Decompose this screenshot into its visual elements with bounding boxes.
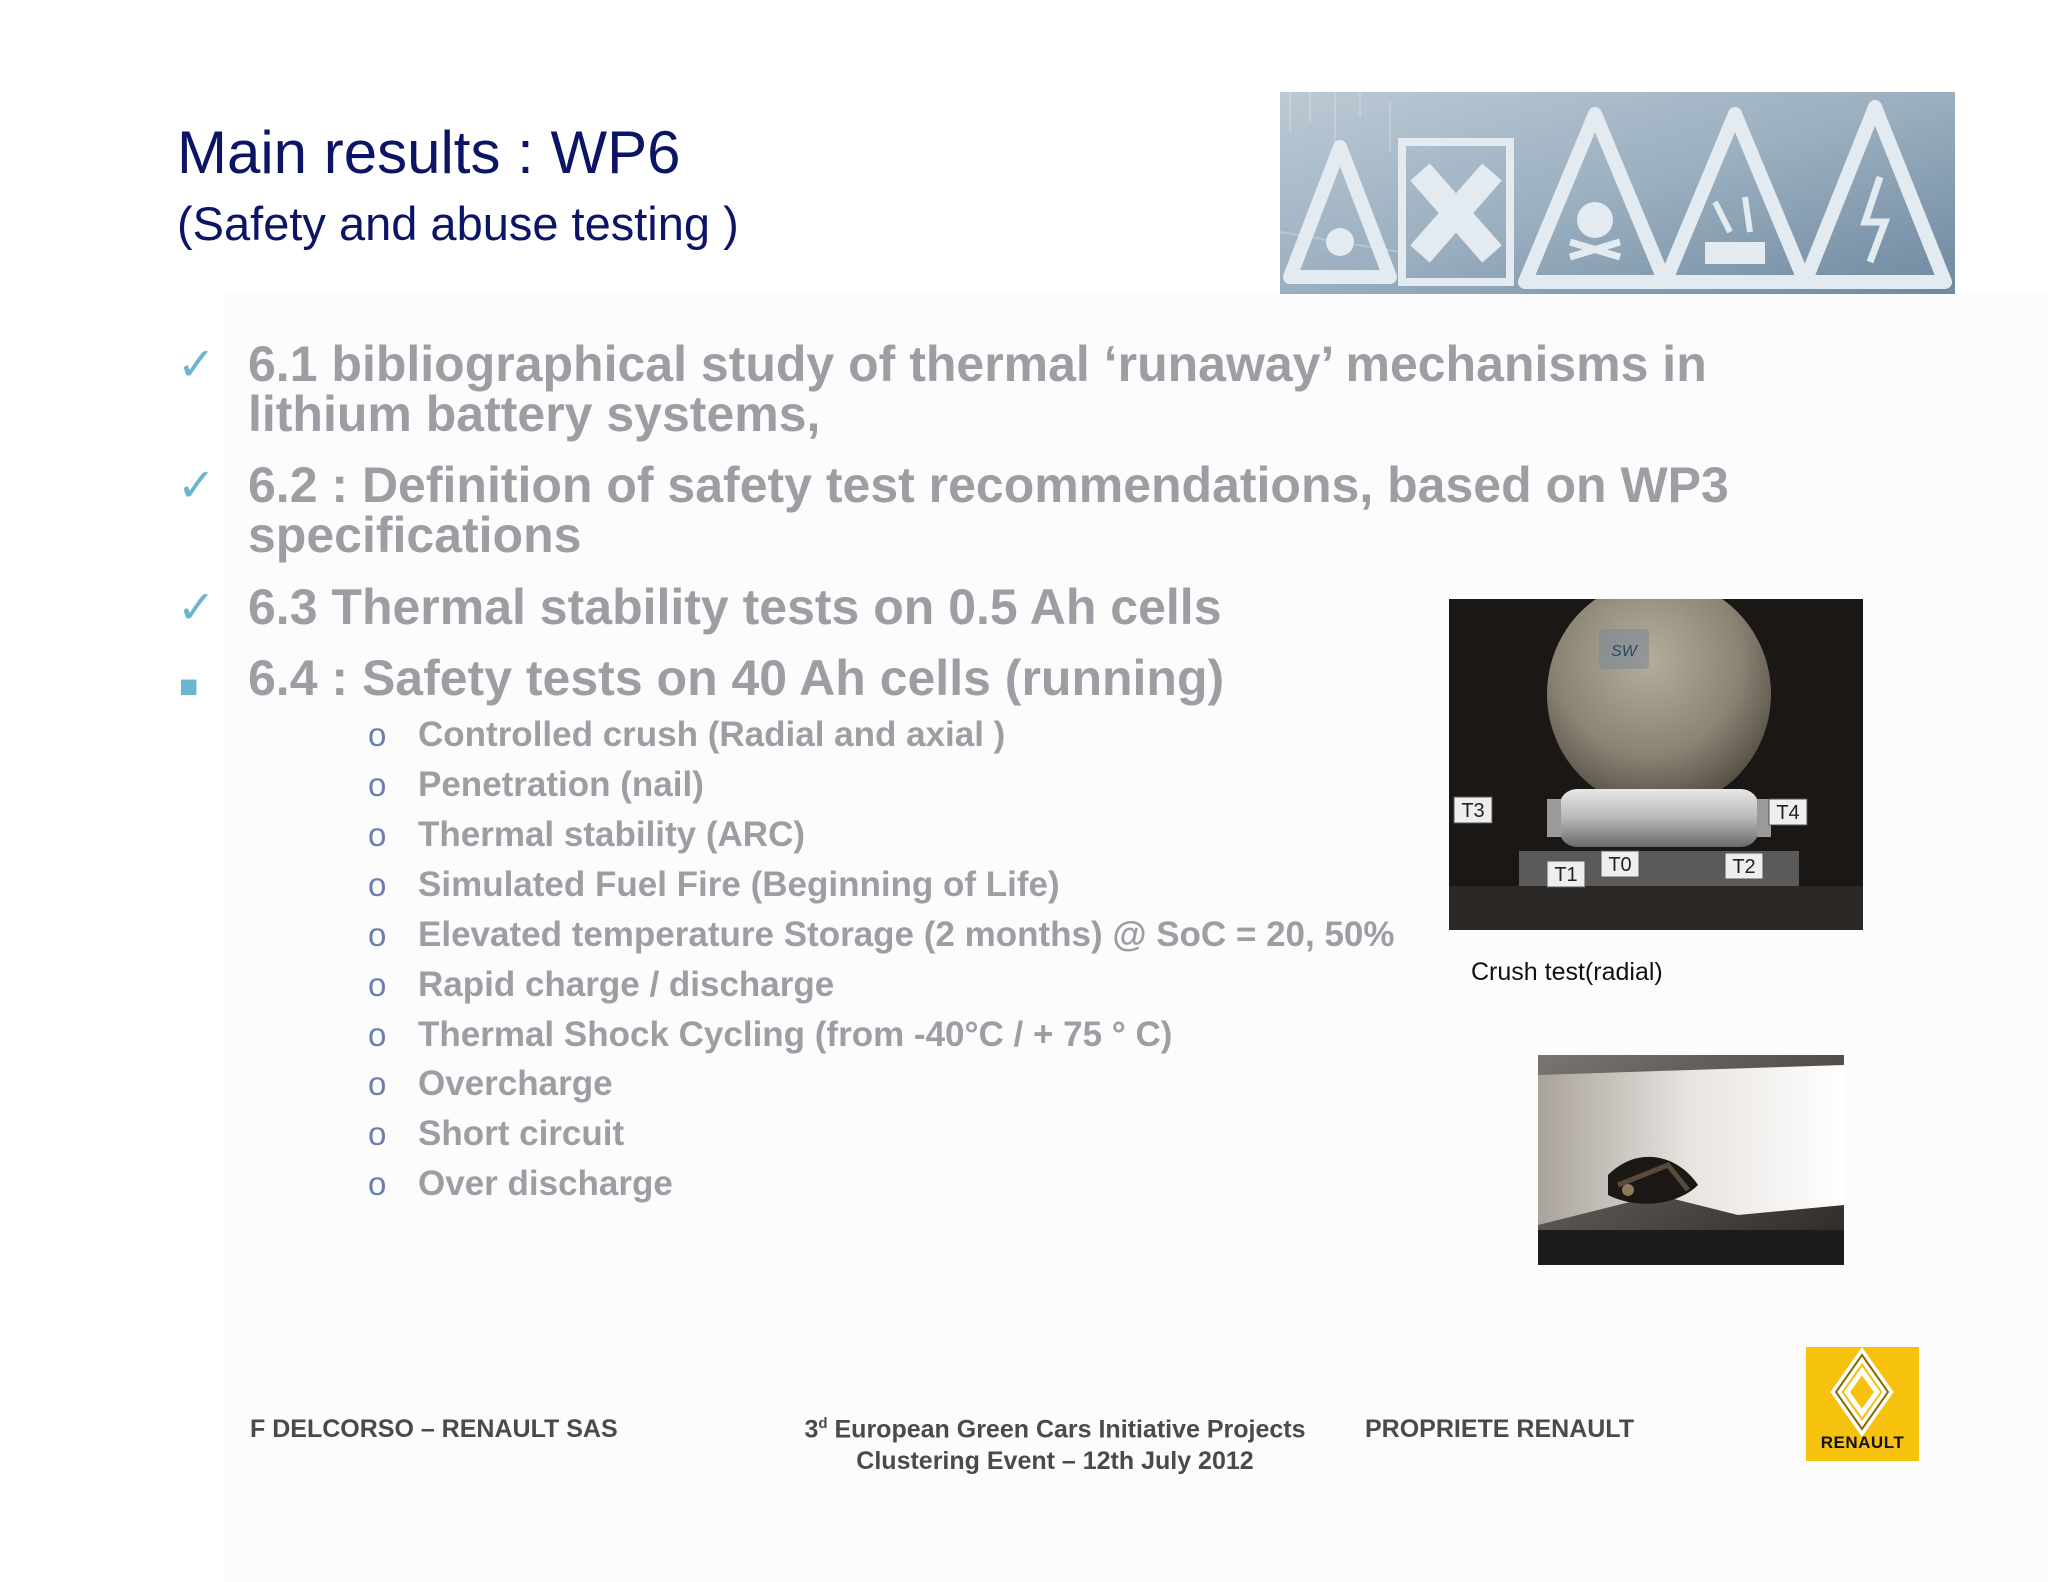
footer-property: PROPRIETE RENAULT xyxy=(1365,1415,1634,1443)
checkmark-icon: ✓ xyxy=(177,459,216,511)
bullet-text: 6.4 : Safety tests on 40 Ah cells (running) xyxy=(248,650,1225,706)
square-bullet-icon: ■ xyxy=(179,668,199,704)
circle-bullet-icon: o xyxy=(368,916,387,953)
renault-logo: RENAULT xyxy=(1806,1347,1919,1461)
svg-text:T3: T3 xyxy=(1461,800,1485,822)
footer-event: 3$^d$ European Green Cars Initiative Projects Clustering Event – 12th July 2012 xyxy=(804,1415,1306,1476)
svg-text:SW: SW xyxy=(1611,643,1637,660)
crush-test-photo xyxy=(1449,599,1863,930)
circle-bullet-icon: o xyxy=(368,1115,387,1152)
svg-text:T4: T4 xyxy=(1776,802,1800,824)
svg-text:T2: T2 xyxy=(1732,856,1756,878)
svg-text:T1: T1 xyxy=(1554,864,1578,886)
bullet-text: 6.2 : Definition of safety test recommendations, based on WP3 specifications xyxy=(248,457,1729,563)
svg-text:T0: T0 xyxy=(1608,854,1632,876)
hazard-banner-image xyxy=(1280,92,1955,294)
slide-title: Main results : WP6 xyxy=(177,119,681,186)
slide-subtitle: (Safety and abuse testing ) xyxy=(177,197,739,250)
slide: Main results : WP6 (Safety and abuse testing ) ✓ 6.1 bibliographical study of thermal ‘runaway’ mechanisms in lithium battery systems, ✓ 6.2 : Definition of safety test recommendations, based on WP3 specifications ✓ 6.3 Thermal stability tests on 0.5 Ah cells ■ 6.4 : Safety tests on 40 Ah cells (running) o Controlled crush (Radial and axial ) o Penetration (nail) o Thermal stability (ARC) o Simulated Fuel Fire (Beginning of Life) o Elevated temperature Storage (2 months) @ SoC = 20, 50% o Rapid charge / discharge o Thermal Shock Cycling (from -40°C / + 75 ° C) o Overcharge o Short circuit o Over discharge SW T3 T4 T1 T0 T2 Crush test(radial) F DELCORSO – RENAULT SAS 3$^d$ European Green Cars Initiative Projects Clustering Event – 12th July 2012 PROPRIETE RENAULT RENAULT xyxy=(0,0,2048,1582)
bullet-text: 6.3 Thermal stability tests on 0.5 Ah cells xyxy=(248,579,1222,635)
bullet-text: 6.1 bibliographical study of thermal ‘runaway’ mechanisms in lithium battery systems, xyxy=(248,336,1707,442)
footer-author: F DELCORSO – RENAULT SAS xyxy=(250,1415,618,1443)
circle-bullet-icon: o xyxy=(368,766,387,803)
circle-bullet-icon: o xyxy=(368,1016,387,1053)
circle-bullet-icon: o xyxy=(368,966,387,1003)
checkmark-icon: ✓ xyxy=(177,338,216,390)
circle-bullet-icon: o xyxy=(368,816,387,853)
circle-bullet-icon: o xyxy=(368,716,387,753)
checkmark-icon: ✓ xyxy=(177,581,216,633)
circle-bullet-icon: o xyxy=(368,1165,387,1202)
circle-bullet-icon: o xyxy=(368,1065,387,1102)
crushed-cell-photo xyxy=(1538,1055,1844,1265)
circle-bullet-icon: o xyxy=(368,866,387,903)
photo-caption: Crush test(radial) xyxy=(1471,958,1663,986)
